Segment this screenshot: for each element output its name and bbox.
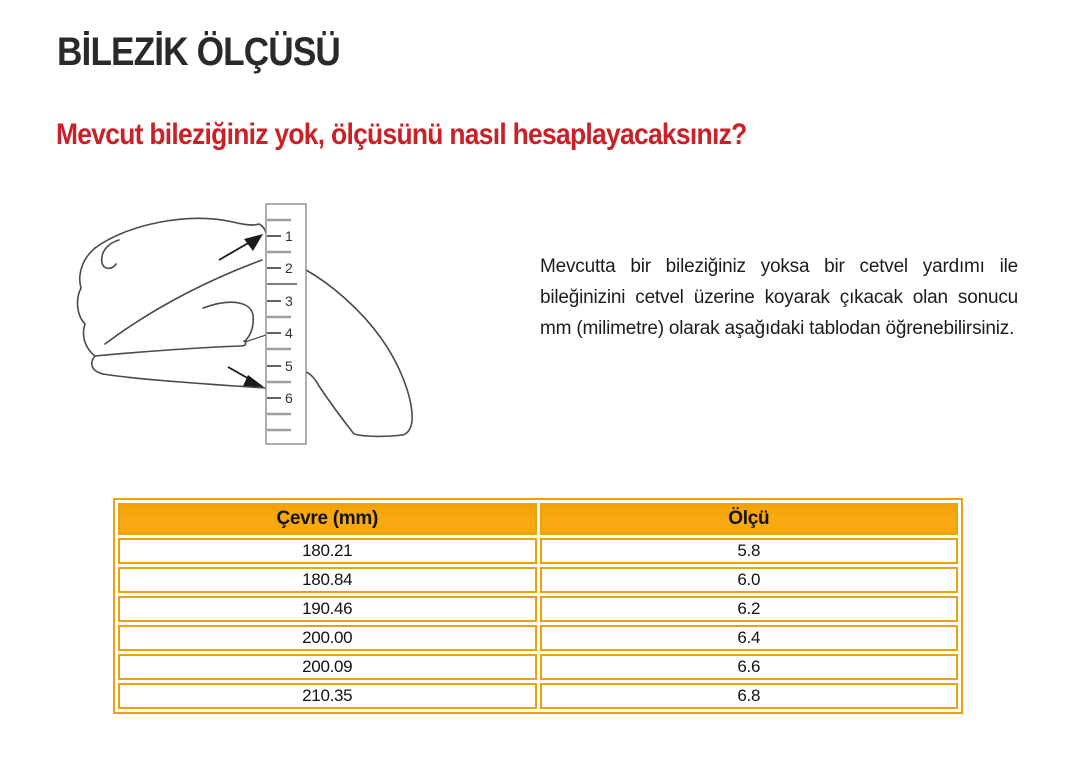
circumference-value: 180.84 <box>118 567 537 593</box>
bracelet-size-table <box>113 498 963 714</box>
circumference-value: 190.46 <box>118 596 537 622</box>
table-row <box>118 683 958 709</box>
size-value: 6.2 <box>540 596 959 622</box>
measurement-instructions: Mevcutta bir bileziğiniz yoksa bir cetvel yardımı ile bileğinizini cetvel üzerine koyarak çıkacak olan sonucu mm (milimetre) olarak aşağıdaki tablodan öğrenebilirsiniz. <box>540 256 1018 339</box>
size-value: 6.0 <box>540 567 959 593</box>
table-row <box>118 625 958 651</box>
circumference-value: 200.00 <box>118 625 537 651</box>
ruler-number: 3 <box>285 293 293 309</box>
column-header-circumference: Çevre (mm) <box>118 503 537 535</box>
page-subtitle: Mevcut bileziğiniz yok, ölçüsünü nasıl hesaplayacaksınız? <box>56 118 747 151</box>
ruler-number: 1 <box>285 228 293 244</box>
size-value: 6.6 <box>540 654 959 680</box>
ruler <box>266 204 306 444</box>
ruler-number: 5 <box>285 358 293 374</box>
circumference-value: 210.35 <box>118 683 537 709</box>
table-header-row <box>118 503 958 535</box>
circumference-value: 200.09 <box>118 654 537 680</box>
arrow-down-right-icon <box>228 367 264 387</box>
arrow-up-right-icon <box>219 234 263 260</box>
column-header-size: Ölçü <box>540 503 959 535</box>
table-row <box>118 538 958 564</box>
size-value: 6.4 <box>540 625 959 651</box>
size-value: 5.8 <box>540 538 959 564</box>
ruler-number: 6 <box>285 390 293 406</box>
page-title: BİLEZİK ÖLÇÜSÜ <box>57 30 340 74</box>
circumference-value: 180.21 <box>118 538 537 564</box>
forearm-sketch <box>306 270 412 436</box>
table-row <box>118 654 958 680</box>
hand-ruler-illustration <box>73 196 441 458</box>
table-row <box>118 567 958 593</box>
ruler-number: 2 <box>285 260 293 276</box>
hand-sketch <box>78 218 269 388</box>
ruler-number: 4 <box>285 325 293 341</box>
size-value: 6.8 <box>540 683 959 709</box>
table-row <box>118 596 958 622</box>
